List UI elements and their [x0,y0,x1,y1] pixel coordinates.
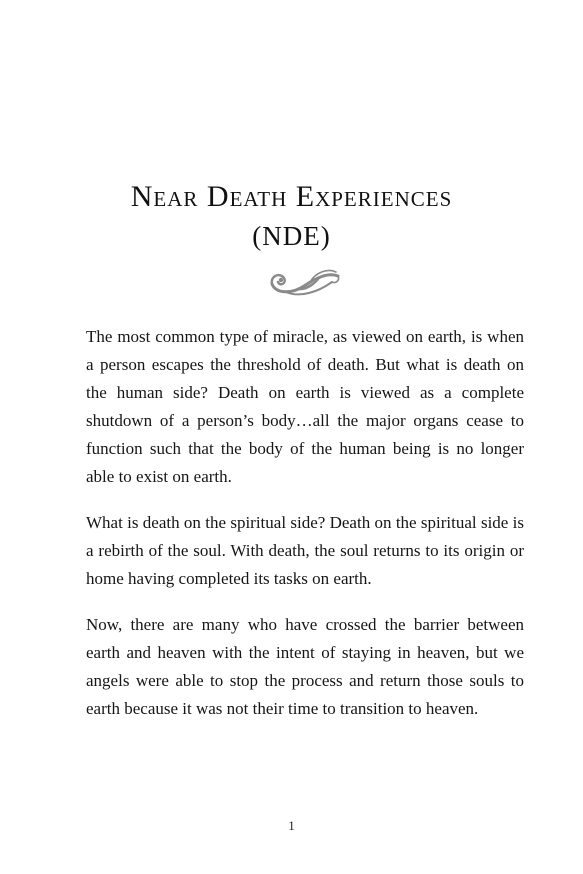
paragraph-2: What is death on the spiritual side? Death on the spiritual side is a rebirth of the soul. With death, the soul returns to its origin or home having completed its tasks on earth. [86,513,524,588]
body-text [86,323,524,741]
paragraph-1: The most common type of miracle, as viewed on earth, is when a person escapes the threshold of death. But what is death on the human side? Death on earth is viewed as a complete shutdown of a person’s body…all the major organs cease to function such that the body of the human being is no longer able to exist on earth. [86,327,524,486]
chapter-title [0,178,583,254]
page-number: 1 [288,818,295,833]
chapter-title-line-1: Near Death Experiences [130,180,453,213]
chapter-title-line-2: (NDE) [252,221,331,251]
flourish-ornament-icon [266,262,342,302]
paragraph-3: Now, there are many who have crossed the barrier between earth and heaven with the intent of staying in heaven, but we angels were able to stop the process and return those souls to earth because it was not their time to transition to heaven. [86,615,524,718]
